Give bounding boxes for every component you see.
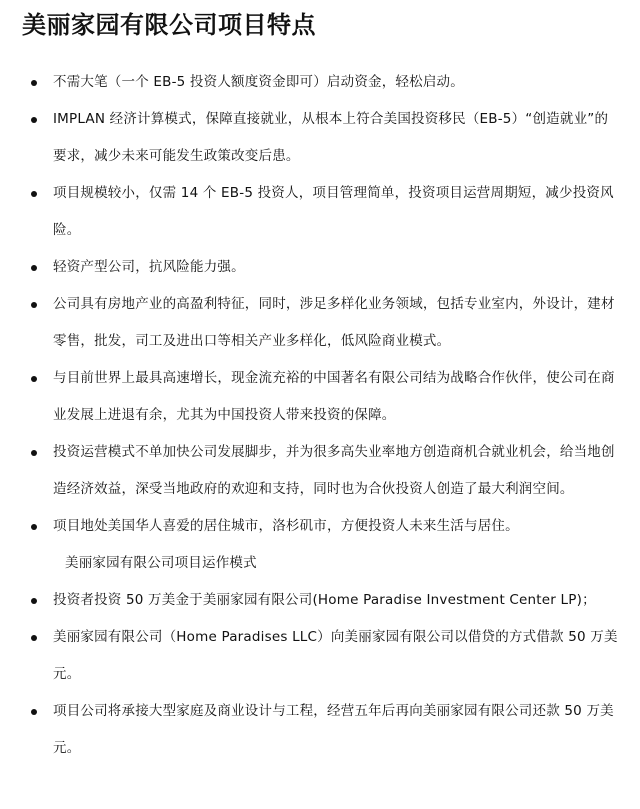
list-item-text: 项目地处美国华人喜爱的居住城市，洛杉矶市，方便投资人未来生活与居住。 (53, 518, 519, 534)
list-item (0, 693, 640, 767)
bullet-icon (31, 524, 37, 530)
list-item (0, 619, 640, 693)
bullet-icon (31, 117, 37, 123)
bullet-icon (31, 265, 37, 271)
list-item-text: 与目前世界上最具高速增长，现金流充裕的中国著名有限公司结为战略合作伙伴，使公司在商业发展上进退有余，尤其为中国投资人带来投资的保障。 (53, 370, 615, 423)
bullet-icon (31, 598, 37, 604)
bullet-icon (31, 635, 37, 641)
list-item (0, 249, 640, 286)
list-item-text: 美丽家园有限公司（Home Paradises LLC）向美丽家园有限公司以借贷的方式借款 50 万美元。 (53, 629, 618, 682)
list-item (0, 175, 640, 249)
list-item (0, 286, 640, 360)
list-item-text: 公司具有房地产业的高盈利特征，同时，涉足多样化业务领域，包括专业室内，外设计，建材零售，批发，司工及进出口等相关产业多样化，低风险商业模式。 (53, 296, 615, 349)
section-heading: 美丽家园有限公司项目运作模式 (65, 555, 257, 571)
list-item (0, 582, 640, 619)
list-item-text: 不需大笔（一个 EB-5 投资人额度资金即可）启动资金，轻松启动。 (53, 74, 464, 90)
bullet-icon (31, 450, 37, 456)
list-item (0, 434, 640, 508)
list-item (0, 508, 640, 545)
bullet-icon (31, 376, 37, 382)
bullet-icon (31, 191, 37, 197)
bullet-icon (31, 709, 37, 715)
list-item-text: 项目规模较小，仅需 14 个 EB-5 投资人，项目管理简单，投资项目运营周期短，减少投资风险。 (53, 185, 614, 238)
list-item-text: 投资者投资 50 万美金于美丽家园有限公司(Home Paradise Investment Center LP)； (53, 592, 596, 608)
list-item-text: 项目公司将承接大型家庭及商业设计与工程，经营五年后再向美丽家园有限公司还款 50 万美元。 (53, 703, 614, 756)
bullet-icon (31, 302, 37, 308)
document-title: 美丽家园有限公司项目特点 (22, 11, 316, 39)
list-item-text: 投资运营模式不单加快公司发展脚步，并为很多高失业率地方创造商机合就业机会，给当地创造经济效益，深受当地政府的欢迎和支持，同时也为合伙投资人创造了最大利润空间。 (53, 444, 615, 497)
list-item (0, 360, 640, 434)
list-item-text: 轻资产型公司，抗风险能力强。 (53, 259, 245, 275)
list-item (0, 64, 640, 101)
list-item-text: IMPLAN 经济计算模式，保障直接就业，从根本上符合美国投资移民（EB-5）“创造就业”的要求，减少未来可能发生政策改变后患。 (53, 111, 609, 164)
feature-list (0, 64, 640, 767)
list-item (0, 101, 640, 175)
bullet-icon (31, 80, 37, 86)
